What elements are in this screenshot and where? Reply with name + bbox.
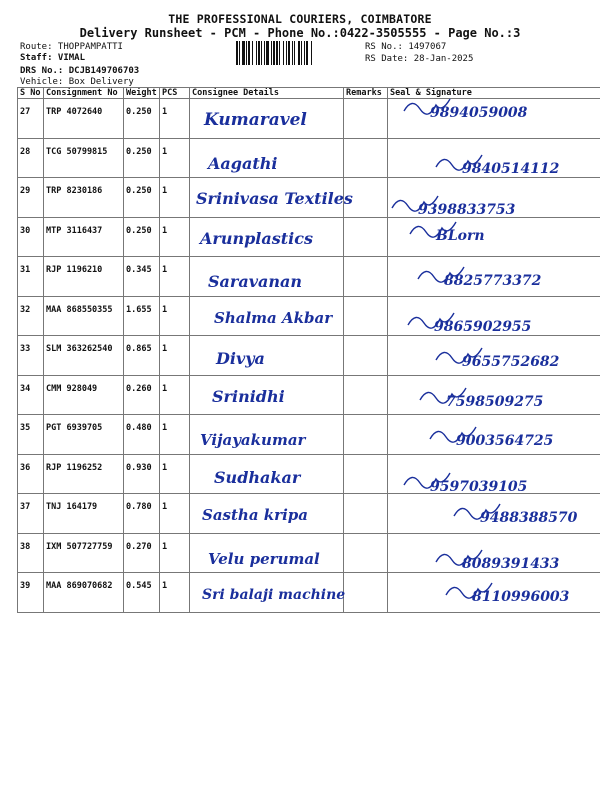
consignee-name: Sudhakar xyxy=(214,467,301,487)
consignee-name: Sri balaji machine xyxy=(202,587,346,603)
col-header-pcs: PCS xyxy=(160,88,190,99)
cell-consignment: MTP 3116437 xyxy=(44,217,124,257)
consignee-name: Vijayakumar xyxy=(200,431,306,449)
cell-consignee xyxy=(190,454,344,494)
cell-consignee xyxy=(190,336,344,376)
consignee-handwriting xyxy=(190,218,343,257)
cell-consignee xyxy=(190,415,344,455)
table-row xyxy=(18,573,600,613)
cell-signature xyxy=(388,257,600,297)
table-row xyxy=(18,454,600,494)
table-header-row xyxy=(18,88,600,99)
cell-consignee xyxy=(190,178,353,218)
signature-phone: 8825773372 xyxy=(444,273,542,289)
cell-consignment: IXM 507727759 xyxy=(44,533,124,573)
consignee-name: Srinidhi xyxy=(212,386,285,406)
signature-handwriting xyxy=(388,573,600,612)
col-header-sno: S No xyxy=(18,88,44,99)
cell-weight: 0.260 xyxy=(124,375,160,415)
staff-label: Staff: VIMAL xyxy=(20,53,86,63)
consignee-handwriting xyxy=(190,494,343,533)
signature-handwriting xyxy=(388,218,600,257)
signature-phone: 8089391433 xyxy=(462,555,560,572)
cell-consignee xyxy=(190,99,344,139)
cell-consignment: TNJ 164179 xyxy=(44,494,124,534)
cell-sno: 32 xyxy=(18,296,44,336)
cell-consignee xyxy=(190,375,344,415)
cell-sno: 34 xyxy=(18,375,44,415)
cell-consignment: MAA 868550355 xyxy=(44,296,124,336)
consignee-name: Velu perumal xyxy=(208,549,320,568)
cell-sno: 27 xyxy=(18,99,44,139)
consignee-handwriting xyxy=(190,376,343,415)
cell-remarks xyxy=(344,99,388,139)
company-title: THE PROFESSIONAL COURIERS, COIMBATORE xyxy=(168,12,432,26)
cell-weight: 0.250 xyxy=(124,99,160,139)
runsheet-subtitle: Delivery Runsheet - PCM - Phone No.:0422-3505555 - Page No.:3 xyxy=(79,26,521,40)
signature-phone: 9894059008 xyxy=(430,105,528,121)
cell-remarks xyxy=(344,336,388,376)
table-row xyxy=(18,138,600,178)
consignee-handwriting xyxy=(190,139,343,178)
consignee-handwriting xyxy=(190,257,343,296)
cell-consignee xyxy=(190,494,344,534)
cell-signature xyxy=(388,454,600,494)
cell-pcs: 1 xyxy=(160,336,190,376)
cell-remarks xyxy=(344,494,388,534)
signature-phone: 9840514112 xyxy=(462,160,560,177)
cell-pcs: 1 xyxy=(160,494,190,534)
consignee-handwriting xyxy=(190,455,343,494)
consignee-name: Shalma Akbar xyxy=(214,308,333,327)
cell-sno: 33 xyxy=(18,336,44,376)
cell-pcs: 1 xyxy=(160,415,190,455)
cell-sno: 39 xyxy=(18,573,44,613)
cell-signature xyxy=(388,494,600,534)
signature-phone: 9488388570 xyxy=(480,510,578,526)
cell-sno: 31 xyxy=(18,257,44,297)
table-row xyxy=(18,217,600,257)
signature-phone: 9398833753 xyxy=(418,202,516,218)
cell-remarks xyxy=(344,415,388,455)
cell-consignment: PGT 6939705 xyxy=(44,415,124,455)
consignee-name: Kumaravel xyxy=(204,110,307,130)
cell-signature xyxy=(388,178,600,218)
cell-remarks xyxy=(344,533,388,573)
cell-sno: 37 xyxy=(18,494,44,534)
cell-consignee xyxy=(190,138,344,178)
cell-weight: 0.345 xyxy=(124,257,160,297)
signature-phone: 8110996003 xyxy=(472,589,570,605)
cell-consignment: RJP 1196252 xyxy=(44,454,124,494)
signature-handwriting xyxy=(388,178,600,217)
cell-signature xyxy=(388,336,600,376)
cell-pcs: 1 xyxy=(160,99,190,139)
col-header-weight: Weight xyxy=(124,88,160,99)
cell-pcs: 1 xyxy=(160,454,190,494)
cell-signature xyxy=(388,217,600,257)
cell-remarks xyxy=(344,454,388,494)
cell-remarks xyxy=(344,296,388,336)
consignee-handwriting xyxy=(190,415,343,454)
consignee-name: Srinivasa Textiles xyxy=(196,189,353,208)
cell-consignee xyxy=(190,573,344,613)
cell-consignee xyxy=(190,217,344,257)
signature-handwriting xyxy=(388,455,600,494)
cell-sno: 29 xyxy=(18,178,44,218)
cell-sno: 30 xyxy=(18,217,44,257)
runsheet-table xyxy=(17,87,600,613)
table-row xyxy=(18,257,600,297)
cell-remarks xyxy=(344,573,388,613)
cell-pcs: 1 xyxy=(160,296,190,336)
table-row xyxy=(18,296,600,336)
table-row xyxy=(18,178,600,218)
table-row xyxy=(18,533,600,573)
cell-sno: 28 xyxy=(18,138,44,178)
table-row xyxy=(18,336,600,376)
signature-handwriting xyxy=(388,415,600,454)
drs-number: DRS No.: DCJB149706703 xyxy=(20,66,140,76)
consignee-handwriting xyxy=(190,534,343,573)
cell-weight: 1.655 xyxy=(124,296,160,336)
col-header-signature: Seal & Signature xyxy=(388,88,600,99)
route-label: Route: THOPPAMPATTI xyxy=(20,42,123,52)
cell-weight: 0.930 xyxy=(124,454,160,494)
cell-signature xyxy=(388,573,600,613)
rs-date: RS Date: 28-Jan-2025 xyxy=(365,54,474,64)
cell-signature xyxy=(388,99,600,139)
cell-pcs: 1 xyxy=(160,375,190,415)
signature-handwriting xyxy=(388,494,600,533)
consignee-handwriting xyxy=(190,336,343,375)
cell-remarks xyxy=(344,257,388,297)
signature-phone: 9655752682 xyxy=(462,354,560,370)
cell-weight: 0.250 xyxy=(124,138,160,178)
cell-signature xyxy=(388,138,600,178)
signature-handwriting xyxy=(388,257,600,296)
cell-consignment: TRP 8230186 xyxy=(44,178,124,218)
consignee-handwriting xyxy=(190,573,346,612)
signature-handwriting xyxy=(388,336,600,375)
consignee-handwriting xyxy=(190,178,353,217)
col-header-consignment: Consignment No xyxy=(44,88,124,99)
cell-remarks xyxy=(344,375,388,415)
cell-consignment: TCG 50799815 xyxy=(44,138,124,178)
cell-weight: 0.270 xyxy=(124,533,160,573)
cell-weight: 0.780 xyxy=(124,494,160,534)
table-row xyxy=(18,99,600,139)
col-header-consignee: Consignee Details xyxy=(190,88,344,99)
consignee-name: Aagathi xyxy=(208,153,278,173)
cell-consignment: TRP 4072640 xyxy=(44,99,124,139)
cell-consignee xyxy=(190,296,344,336)
signature-handwriting xyxy=(388,534,600,573)
cell-weight: 0.865 xyxy=(124,336,160,376)
signature-phone: 9865902955 xyxy=(434,318,532,335)
table-row xyxy=(18,375,600,415)
signature-phone: 9597039105 xyxy=(430,478,528,495)
cell-weight: 0.250 xyxy=(124,217,160,257)
cell-pcs: 1 xyxy=(160,573,190,613)
cell-pcs: 1 xyxy=(160,138,190,178)
consignee-handwriting xyxy=(190,297,343,336)
cell-signature xyxy=(388,375,600,415)
consignee-name: Sastha kripa xyxy=(202,506,308,524)
cell-pcs: 1 xyxy=(160,533,190,573)
consignee-name: Divya xyxy=(216,349,265,368)
cell-consignee xyxy=(190,533,344,573)
cell-signature xyxy=(388,296,600,336)
signature-handwriting xyxy=(388,297,600,336)
cell-sno: 36 xyxy=(18,454,44,494)
cell-weight: 0.545 xyxy=(124,573,160,613)
consignee-name: Arunplastics xyxy=(200,228,313,248)
table-row xyxy=(18,415,600,455)
cell-pcs: 1 xyxy=(160,217,190,257)
signature-phone: 9003564725 xyxy=(456,433,554,449)
cell-sno: 38 xyxy=(18,533,44,573)
signature-phone: BLorn xyxy=(436,227,485,244)
cell-consignment: RJP 1196210 xyxy=(44,257,124,297)
cell-consignment: SLM 363262540 xyxy=(44,336,124,376)
signature-handwriting xyxy=(388,376,600,415)
cell-weight: 0.250 xyxy=(124,178,160,218)
cell-consignment: CMM 928049 xyxy=(44,375,124,415)
signature-phone: 7598509275 xyxy=(446,393,544,410)
cell-consignment: MAA 869070682 xyxy=(44,573,124,613)
rs-number: RS No.: 1497067 xyxy=(365,42,447,52)
signature-handwriting xyxy=(388,139,600,178)
cell-remarks xyxy=(344,138,388,178)
cell-signature xyxy=(388,415,600,455)
signature-handwriting xyxy=(388,99,600,138)
cell-weight: 0.480 xyxy=(124,415,160,455)
cell-remarks xyxy=(344,217,388,257)
cell-signature xyxy=(388,533,600,573)
cell-consignee xyxy=(190,257,344,297)
vehicle-label: Vehicle: Box Delivery xyxy=(20,77,134,87)
table-row xyxy=(18,494,600,534)
cell-pcs: 1 xyxy=(160,257,190,297)
consignee-handwriting xyxy=(190,99,343,138)
col-header-remarks: Remarks xyxy=(344,88,388,99)
cell-pcs: 1 xyxy=(160,178,190,218)
consignee-name: Saravanan xyxy=(208,272,303,291)
cell-sno: 35 xyxy=(18,415,44,455)
barcode xyxy=(236,41,358,65)
